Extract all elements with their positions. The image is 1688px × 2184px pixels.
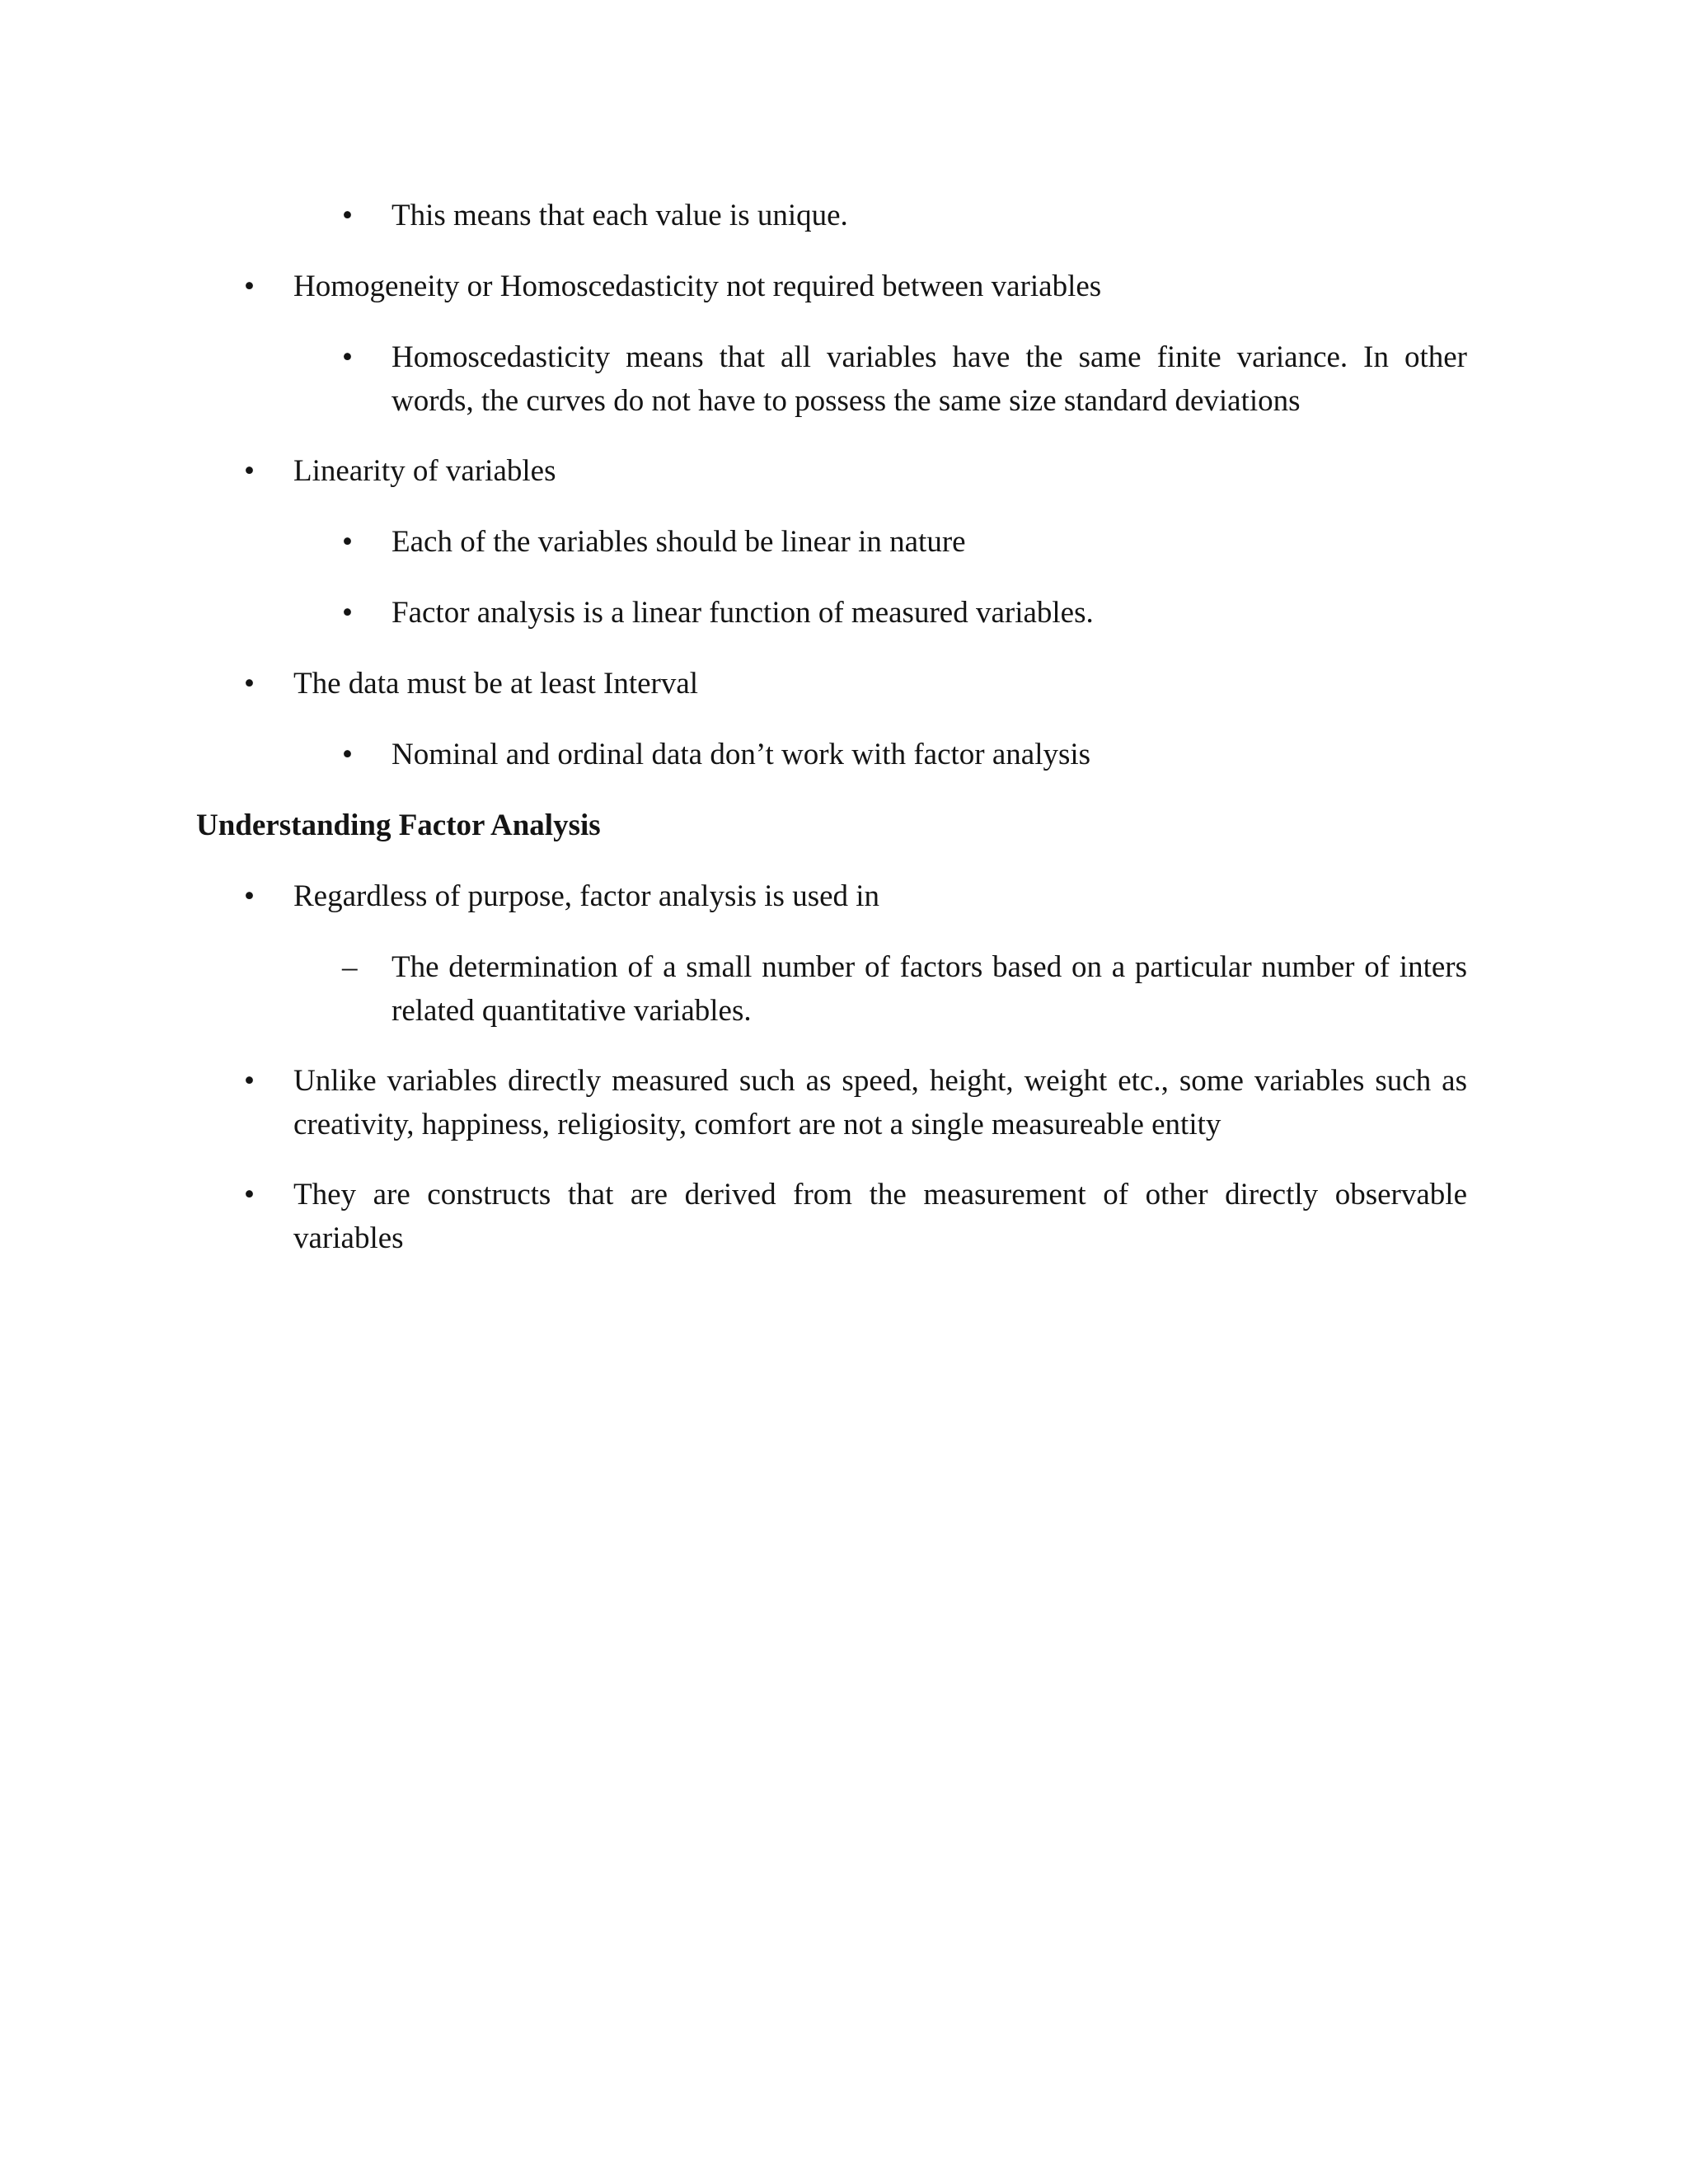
bullet-marker: •	[342, 738, 353, 771]
bullet-marker: •	[342, 340, 353, 374]
bullet-marker: •	[244, 1178, 255, 1212]
bullet-marker: •	[244, 879, 255, 913]
bullet-marker: •	[244, 667, 255, 701]
list-item: Homoscedasticity means that all variables have the same finite variance. In other words, the curves do not have to possess the same size standard deviations	[392, 340, 1467, 418]
bullet-marker: •	[342, 596, 353, 630]
bullet-marker: •	[342, 199, 353, 232]
list-item: The data must be at least Interval	[293, 667, 699, 701]
bullet-marker: •	[244, 454, 255, 488]
list-item: Unlike variables directly measured such as speed, height, weight etc., some variables such as creativity, happiness, religiosity, comfort are not a single measureable entity	[293, 1064, 1467, 1141]
bullet-marker: •	[244, 269, 255, 303]
list-item: The determination of a small number of factors based on a particular number of inters related quantitative variables.	[392, 950, 1467, 1028]
list-item: Factor analysis is a linear function of measured variables.	[392, 596, 1094, 630]
bullet-marker: •	[244, 1064, 255, 1098]
section-heading: Understanding Factor Analysis	[196, 808, 601, 842]
list-item: Nominal and ordinal data don’t work with factor analysis	[392, 738, 1091, 771]
list-item: Regardless of purpose, factor analysis is used in	[293, 879, 880, 913]
list-item: Linearity of variables	[293, 454, 556, 488]
bullet-marker: •	[342, 525, 353, 559]
dash-marker: –	[342, 950, 358, 984]
list-item: This means that each value is unique.	[392, 199, 848, 232]
list-item: They are constructs that are derived from the measurement of other directly observable variables	[293, 1178, 1467, 1255]
list-item: Each of the variables should be linear in nature	[392, 525, 966, 559]
list-item: Homogeneity or Homoscedasticity not required between variables	[293, 269, 1102, 303]
